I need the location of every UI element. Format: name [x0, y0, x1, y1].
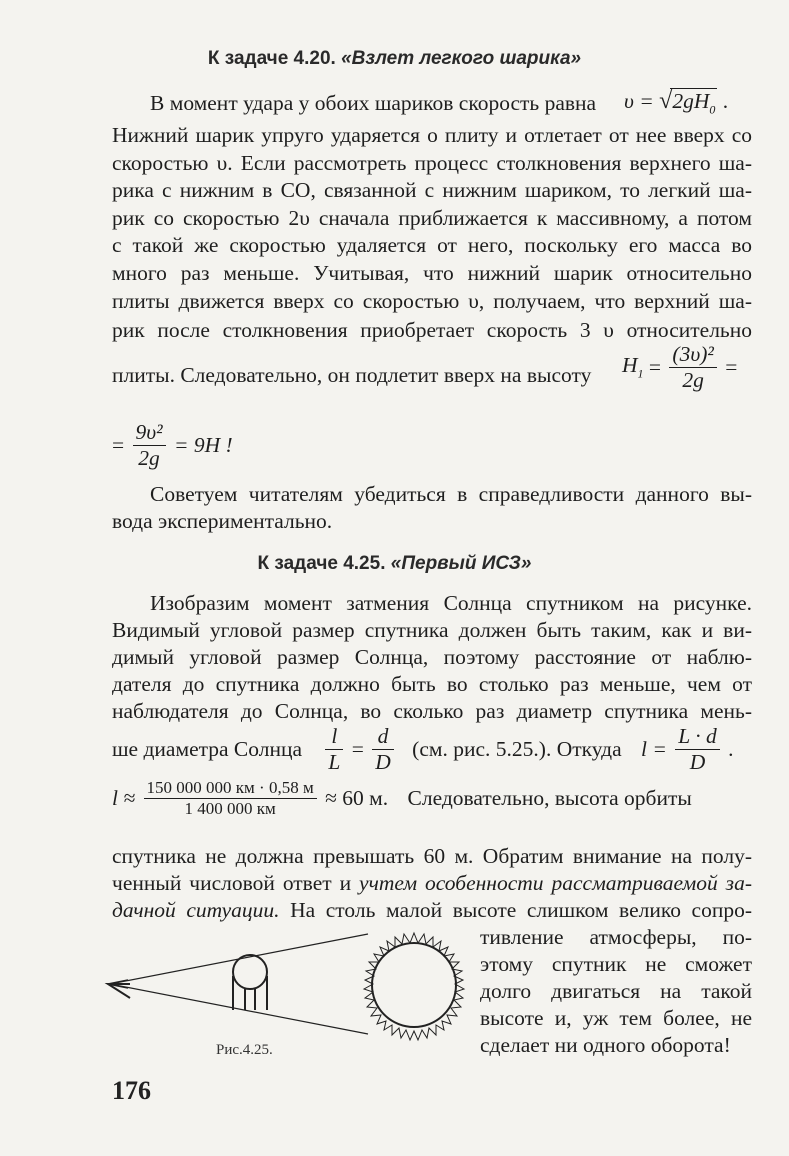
satellite-icon: [233, 955, 267, 1010]
p3-line-5: наблюдателя до Солнца, во сколько раз диаметр спутника мень-: [112, 699, 752, 723]
heading-task-4-25: К задаче 4.25. «Первый ИСЗ»: [257, 553, 532, 574]
sight-line-bottom: [110, 984, 368, 1034]
p3-line-7: l ≈ $\frac{150 000 000 км \cdot 0,58 м}{1 400 000 км}$ ≈ 60 м. Следовательно, высота орбиты: [112, 778, 692, 818]
p1-line-6: с такой же скоростью удаляется от него, поскольку его масса во: [112, 233, 752, 257]
p3-line-6: ше диаметра Солнца $\frac{l}{L}$ = $\frac{d}{D}$ (см. рис. 5.25.). Откуда l = $\frac{L \cdot d}{D}$ .: [112, 724, 734, 774]
p3-line-2: Видимый угловой размер спутника должен быть таким, как и ви-: [112, 618, 752, 642]
p1-line-9: рик после столкновения приобретает скорость 3 υ относительно: [112, 318, 752, 342]
p3-right-line-3: долго двигаться на такой: [480, 979, 752, 1003]
heading-task-4-20: К задаче 4.20. «Взлет легкого шарика»: [207, 48, 582, 69]
p1-line-5: рик со скоростью 2υ сначала приближается к массивному, а потом: [112, 206, 752, 230]
p2-line-2: вода экспериментально.: [112, 509, 333, 533]
p1-line-7: много раз меньше. Учитывая, что нижний шарик относительно: [112, 261, 752, 285]
p3-right-line-5: сделает ни одного оборота!: [480, 1033, 731, 1057]
p3-right-line-1: тивление атмосферы, по-: [480, 925, 752, 949]
formula-height-1: $H_1$ = $\frac{\text{(3υ)²}}{2g}$ =: [622, 342, 738, 392]
formula-height-2: = $\frac{\text{9υ²}}{2g}$ = 9H !: [112, 420, 233, 470]
figure-caption: Рис.4.25.: [216, 1042, 273, 1058]
p3-line-8: спутника не должна превышать 60 м. Обратим внимание на полу-: [112, 844, 752, 868]
p3-right-line-4: высоте и, уж тем более, не: [480, 1006, 752, 1030]
p3-line-1: Изобразим момент затмения Солнца спутником на рисунке.: [150, 591, 752, 615]
p3-right-line-2: этому спутник не сможет: [480, 952, 752, 976]
p1-line-10: плиты. Следовательно, он подлетит вверх на высоту: [112, 363, 592, 387]
eclipse-figure: [100, 930, 470, 1060]
p3-line-10: дачной ситуации. На столь малой высоте слишком велико сопро-: [112, 898, 752, 922]
p3-line-9: ченный числовой ответ и учтем особенности рассматриваемой за-: [112, 871, 752, 895]
p1-line-4: рика с нижним в СО, связанной с нижним шариком, то легкий ша-: [112, 178, 752, 202]
p1-line-3: скоростью υ. Если рассмотреть процесс столкновения верхнего ша-: [112, 151, 752, 175]
formula-speed: $\upsilon = √2gH_0$ .: [624, 88, 729, 117]
page-number: 176: [112, 1076, 151, 1105]
p2-line-1: Советуем читателям убедиться в справедливости данного вы-: [150, 482, 752, 506]
p3-line-4: дателя до спутника должно быть во столько раз меньше, чем от: [112, 672, 752, 696]
p1-line-8: плиты движется вверх со скоростью υ, получаем, что верхний ша-: [112, 289, 752, 313]
sun-icon: [364, 933, 464, 1040]
p3-line-3: димый угловой размер Солнца, поэтому расстояние от наблю-: [112, 645, 752, 669]
p1-line-1: В момент удара у обоих шариков скорость равна: [150, 91, 597, 115]
p1-line-2: Нижний шарик упруго ударяется о плиту и отлетает от нее вверх со: [112, 123, 752, 147]
